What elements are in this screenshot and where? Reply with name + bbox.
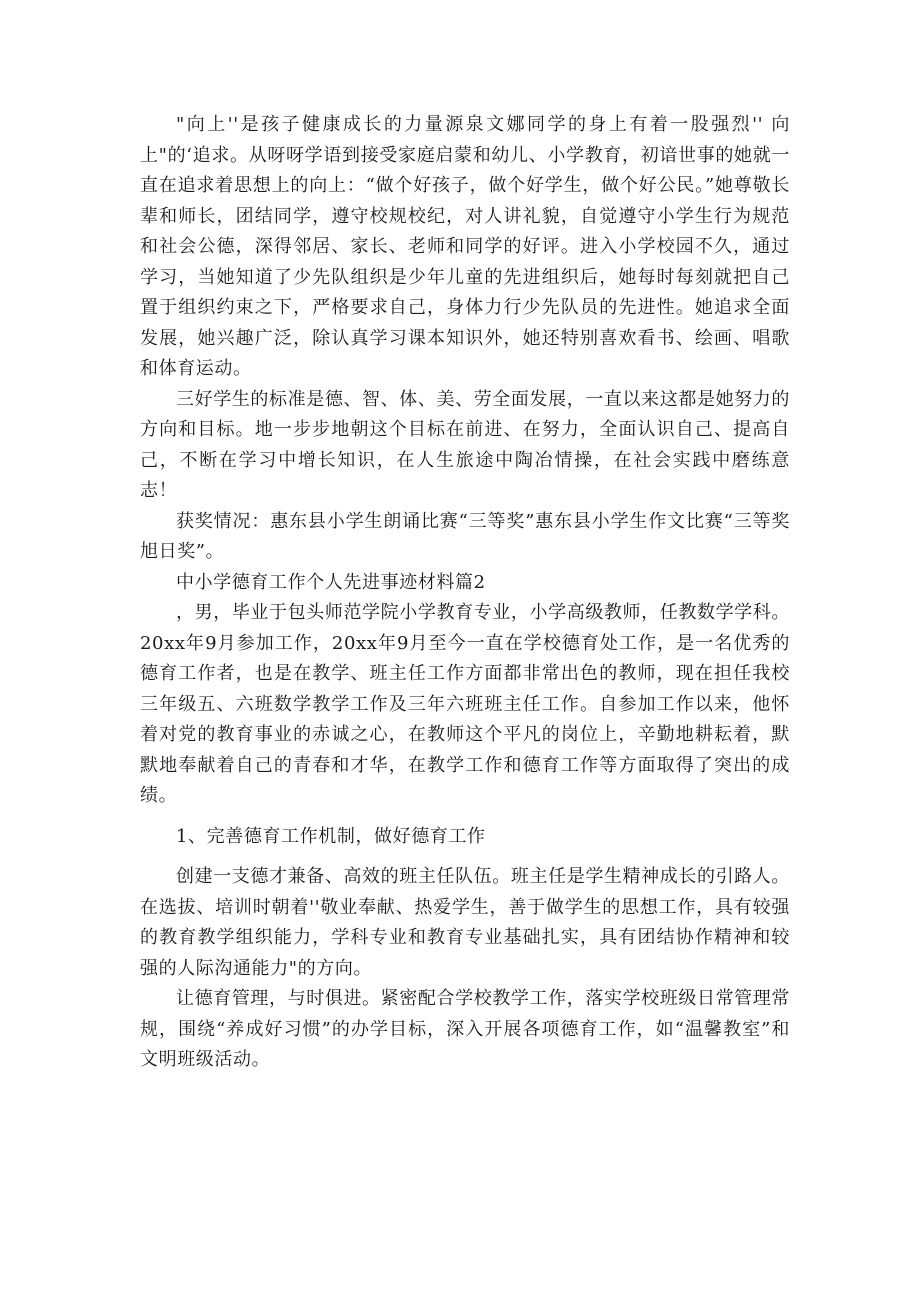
paragraph-teacher-profile: ，男，毕业于包头师范学院小学教育专业，小学高级教师，任教数学学科。20xx年9月参加工作，20xx年9月至今一直在学校德育处工作，是一名优秀的德育工作者，也是在教学、班主任工作方面都非常出色的教师，现在担任我校三年级五、六班数学教学工作及三年六班班主任工作。自参加工作以来，他怀着对党的教育事业的赤诚之心，在教师这个平凡的岗位上，辛勤地耕耘着，默默地奉献着自己的青春和才华，在教学工作和德育工作等方面取得了突出的成绩。 <box>140 602 790 806</box>
paragraph-three-good-student: 三好学生的标准是德、智、体、美、劳全面发展，一直以来这都是她努力的方向和目标。地一步步地朝这个目标在前进、在努力，全面认识自己、提高自己，不断在学习中增长知识，在人生旅途中陶冶情操，在社会实践中磨练意志！ <box>140 388 790 501</box>
paragraph-intro: "向上''是孩子健康成长的力量源泉文娜同学的身上有着一股强烈'' 向上"的‘追求。从呀呀学语到接受家庭启蒙和幼儿、小学教育，初谙世事的她就一直在追求着思想上的向上：“做个好孩子，做个好学生，做个好公民。”她尊敬长辈和师长，团结同学，遵守校规校纪，对人讲礼貌，自觉遵守小学生行为规范和社会公德，深得邻居、家长、老师和同学的好评。进入小学校园不久，通过学习，当她知道了少先队组织是少年儿童的先进组织后，她每时每刻就把自己置于组织约束之下，严格要求自己，身体力行少先队员的先进性。她追求全面发展，她兴趣广泛，除认真学习课本知识外，她还特别喜欢看书、绘画、唱歌和体育运动。 <box>140 114 790 379</box>
subheading-moral-mechanism: 1、完善德育工作机制，做好德育工作 <box>176 825 486 847</box>
paragraph-awards: 获奖情况：惠东县小学生朗诵比赛“三等奖”惠东县小学生作文比赛“三等奖旭日奖”。 <box>140 510 790 562</box>
paragraph-class-teacher-team: 创建一支德才兼备、高效的班主任队伍。班主任是学生精神成长的引路人。在选拔、培训时朝着''敬业奉献、热爱学生，善于做学生的思想工作，具有较强的教育教学组织能力，学科专业和教育专业基础扎实，具有团结协作精神和较强的人际沟通能力"的方向。 <box>140 866 790 979</box>
section-heading-part2: 中小学德育工作个人先进事迹材料篇2 <box>176 571 486 593</box>
paragraph-moral-management: 让德育管理，与时俱进。紧密配合学校教学工作，落实学校班级日常管理常规，围绕“养成好习惯”的办学目标，深入开展各项德育工作，如“温馨教室”和文明班级活动。 <box>140 988 790 1070</box>
document-page <box>140 110 790 1076</box>
